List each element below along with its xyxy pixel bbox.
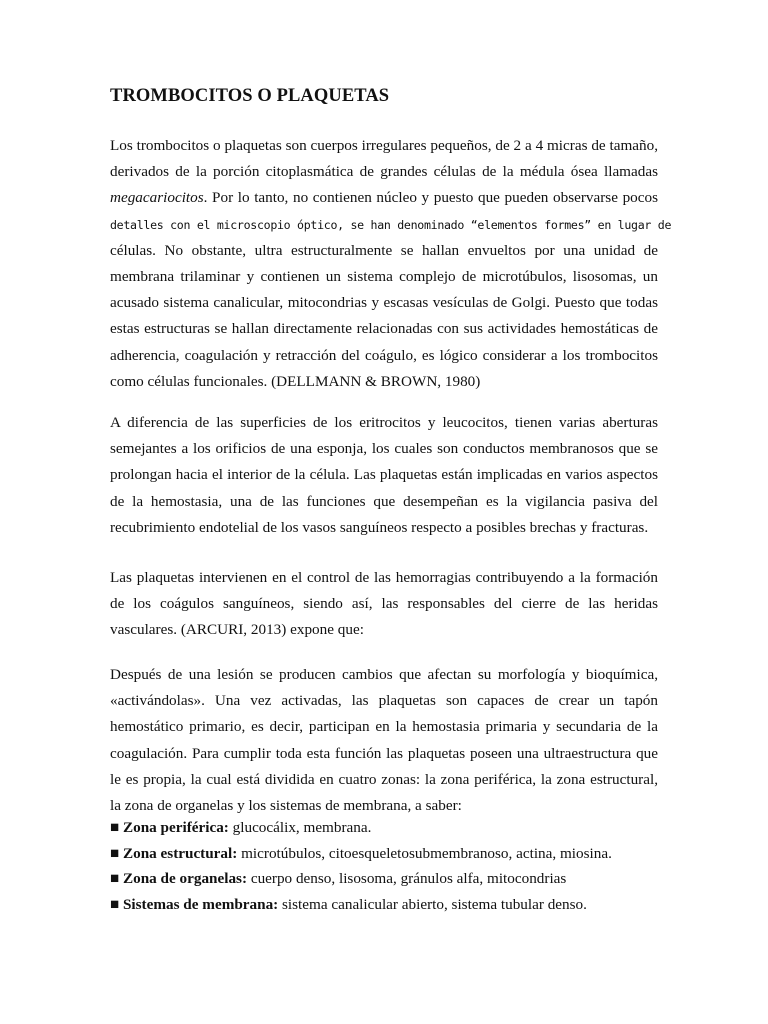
text-line: coagulación. Para cumplir toda esta función las plaquetas poseen una ultraestructura que [110, 744, 658, 762]
zone-name: Zona periférica: [122, 819, 229, 836]
text-line: semejantes a los orificios de una esponja, los cuales son conductos membranosos que se [110, 440, 658, 458]
text-line: A diferencia de las superficies de los eritrocitos y leucocitos, tienen varias aberturas [110, 414, 658, 431]
paragraph-1 [110, 133, 672, 395]
text-line: detalles con el microscopio óptico, se han denominado “elementos formes” en lugar de [110, 217, 672, 232]
zone-name: Zona de organelas: [122, 870, 248, 888]
text-line: la zona de organelas y los sistemas de membrana, a saber: [110, 797, 462, 815]
text-line: «activándolas». Una vez activadas, las plaquetas son capaces de crear un tapón [110, 692, 658, 710]
text-line: recubrimiento endotelial de los vasos sanguíneos respecto a posibles brechas y fracturas. [110, 518, 649, 536]
zone-description: cuerpo denso, lisosoma, gránulos alfa, mitocondrias [247, 870, 567, 888]
paragraph-4 [110, 662, 658, 819]
text-line: Después de una lesión se producen cambios que afectan su morfología y bioquímica, [110, 666, 658, 683]
text-line [110, 185, 658, 211]
bullet-icon: ■ [110, 870, 120, 888]
text-line: de los coágulos sanguíneos, siendo así, las responsables del cierre de las heridas [110, 595, 658, 613]
text-line: de la hemostasia, una de las funciones que desempeñan es la vigilancia pasiva del [110, 492, 658, 510]
text-line: hemostático primario, es decir, participan en la hemostasia primaria y secundaria de la [110, 718, 658, 736]
text-line: estas estructuras se hallan directamente relacionadas con sus actividades hemostáticas de [110, 320, 658, 338]
text-line: Las plaquetas intervienen en el control de las hemorragias contribuyendo a la formación [110, 569, 658, 586]
page-title: TROMBOCITOS O PLAQUETAS [110, 86, 390, 106]
list-item [110, 841, 670, 867]
bullet-icon: ■ [110, 895, 120, 913]
bullet-icon: ■ [110, 844, 120, 862]
list-item [110, 815, 670, 841]
text-line: le es propia, la cual está dividida en cuatro zonas: la zona periférica, la zona estructural, [110, 770, 658, 788]
text-line: adherencia, coagulación y retracción del coágulo, es lógico considerar a los trombocitos [110, 346, 658, 364]
text-line: derivados de la porción citoplasmática de grandes células de la médula ósea llamadas [110, 163, 658, 181]
zone-name: Sistemas de membrana: [122, 895, 279, 913]
zone-description: glucocálix, membrana. [228, 819, 372, 836]
text-line: como células funcionales. (DELLMANN & BROWN, 1980) [110, 372, 481, 390]
text-line: células. No obstante, ultra estructuralmente se hallan envueltos por una unidad de [110, 241, 658, 259]
paragraph-2 [110, 410, 658, 541]
zone-description: microtúbulos, citoesqueletosubmembranoso, actina, miosina. [237, 844, 612, 862]
text-line: prolongan hacia el interior de la célula. Las plaquetas están implicadas en varios aspectos [110, 466, 658, 484]
text-line: acusado sistema canalicular, mitocondrias y escasas vesículas de Golgi. Puesto que todas [110, 294, 658, 312]
list-item [110, 892, 670, 918]
list-item [110, 866, 670, 892]
zone-name: Zona estructural: [122, 844, 238, 862]
zone-description: sistema canalicular abierto, sistema tubular denso. [278, 895, 587, 913]
text-line: vasculares. (ARCURI, 2013) expone que: [110, 621, 364, 639]
zones-list [110, 815, 670, 917]
bullet-icon: ■ [110, 819, 120, 836]
text-fragment: . Por lo tanto, no contienen núcleo y puesto que pueden observarse pocos [203, 189, 658, 207]
italic-term: megacariocitos [110, 189, 204, 207]
text-line: Los trombocitos o plaquetas son cuerpos irregulares pequeños, de 2 a 4 micras de tamaño, [110, 137, 658, 154]
text-line: membrana trilaminar y contienen un sistema complejo de microtúbulos, lisosomas, un [110, 268, 658, 286]
paragraph-3 [110, 565, 658, 644]
